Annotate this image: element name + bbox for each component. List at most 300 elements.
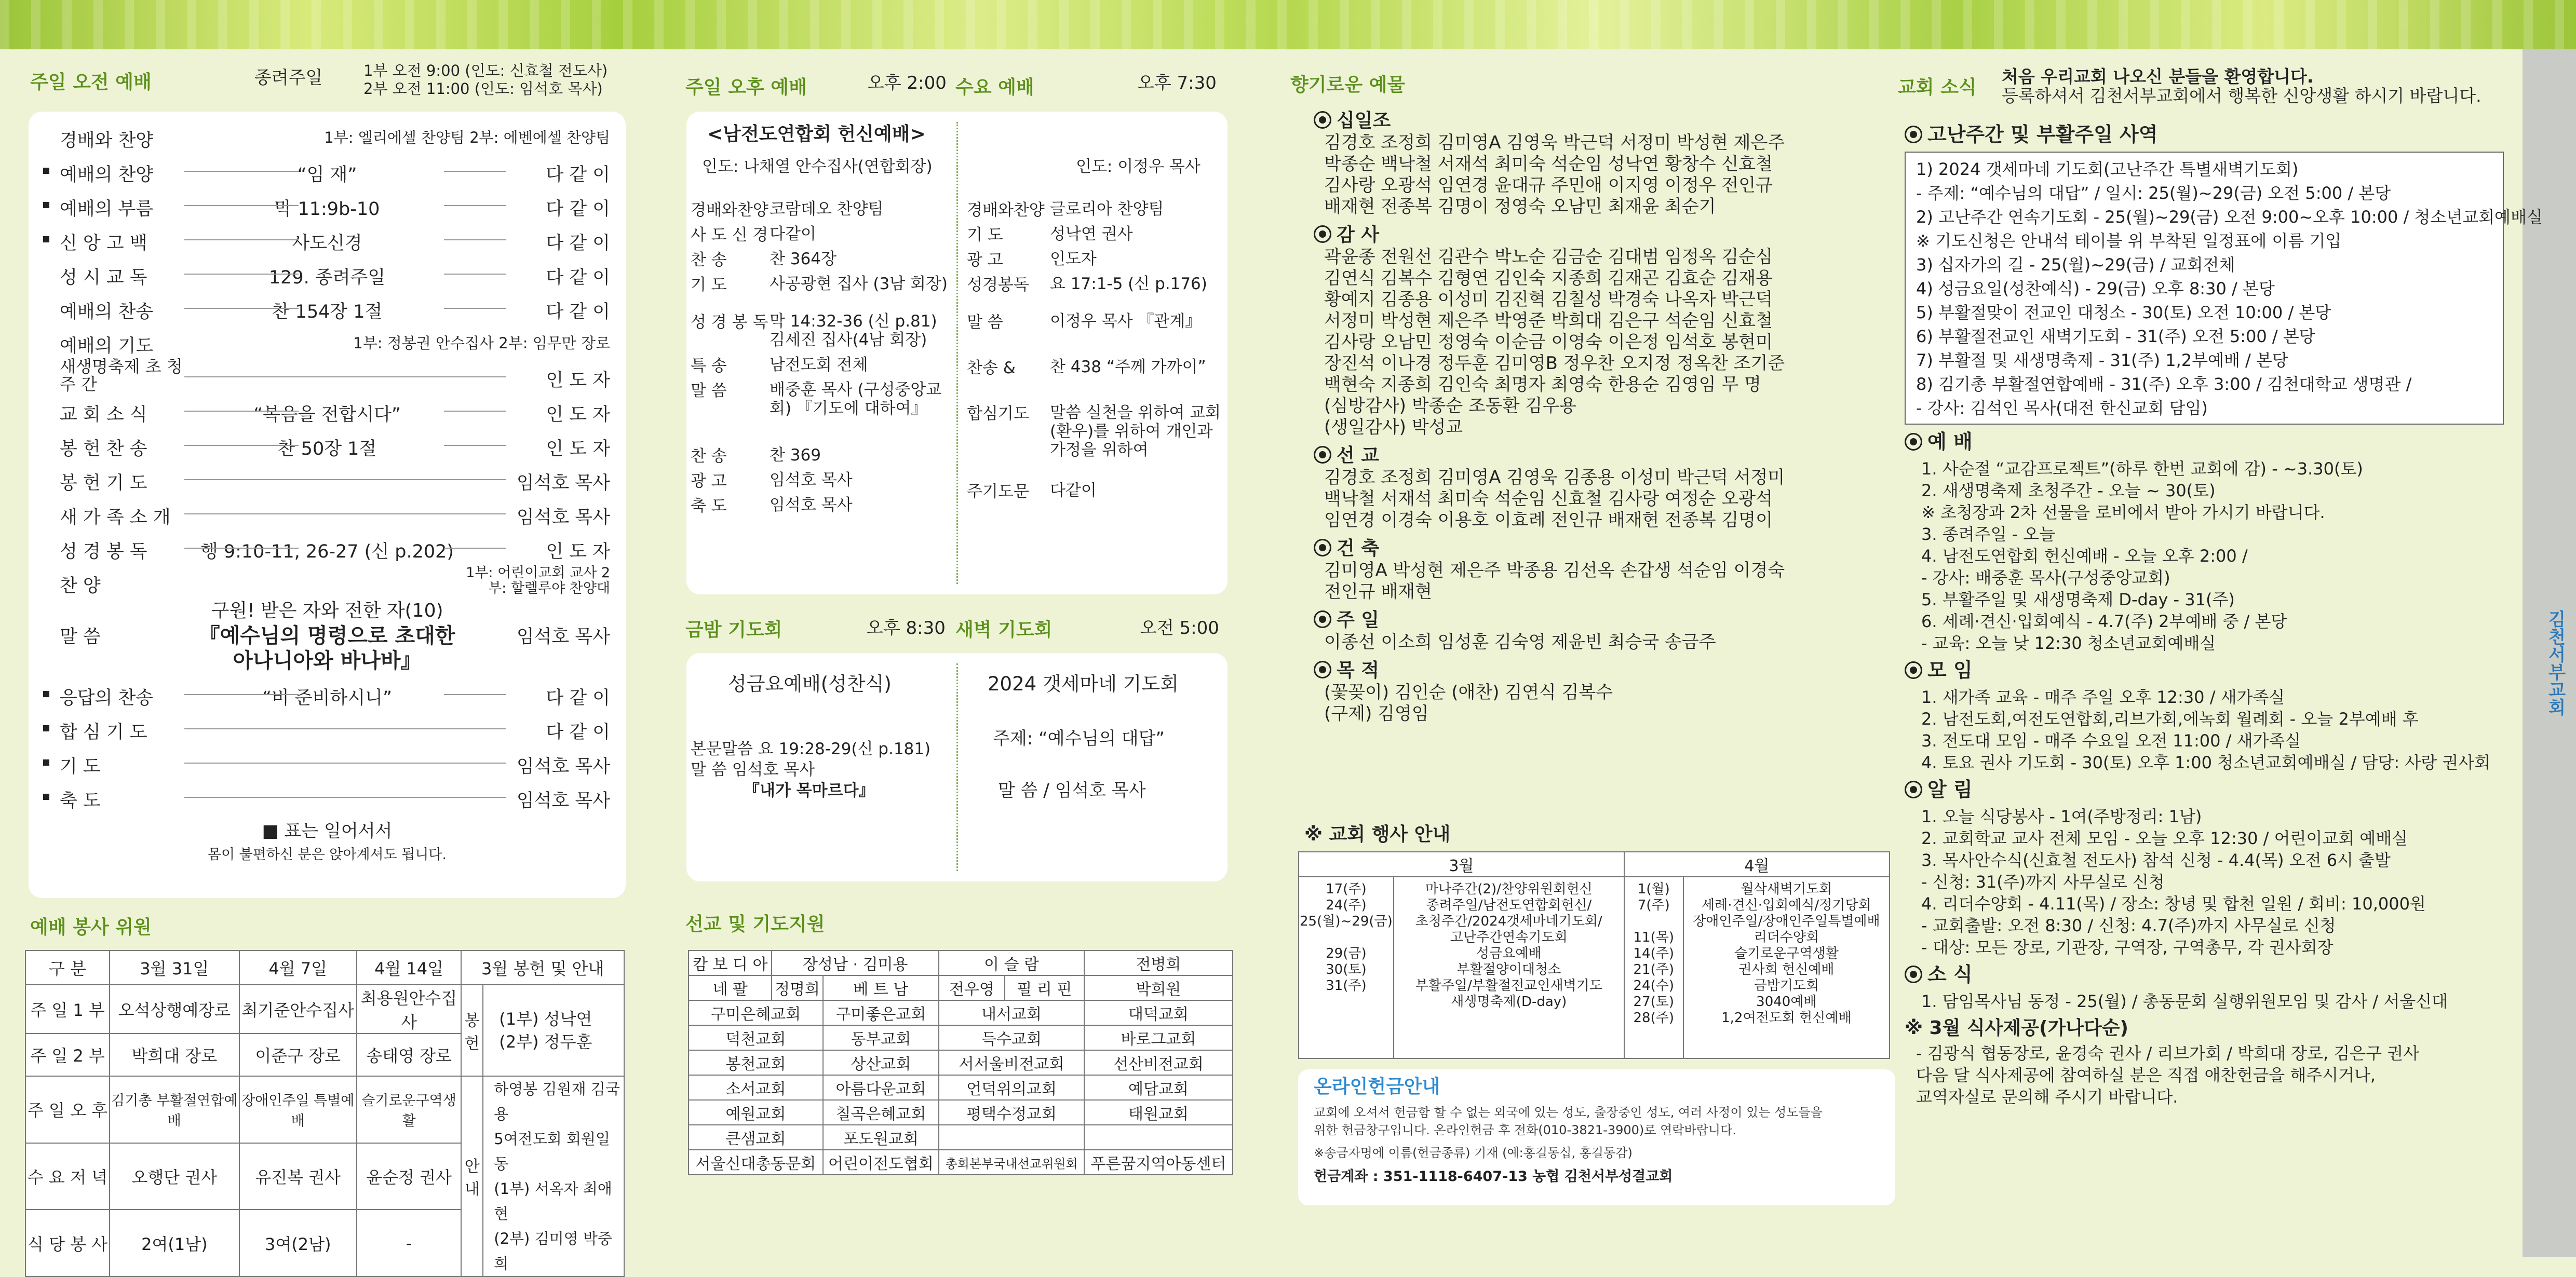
divider — [956, 122, 958, 584]
event-line: 리더수양회 — [1754, 930, 1819, 945]
offering-category-name: 십일조 — [1337, 110, 1391, 131]
offering-names: 임연경 이경숙 이용호 이효례 전인규 배재현 전종복 김명이 — [1324, 510, 1773, 531]
order-leader-line — [184, 171, 299, 172]
order-content: 막 11:9b-10 — [274, 199, 380, 220]
church-cell — [1084, 1125, 1233, 1150]
event-line: 권사회 헌신예배 — [1738, 962, 1835, 977]
order-row — [29, 121, 626, 155]
event-line: 마나주간(2)/찬양위원회헌신 — [1425, 881, 1593, 897]
right-item-value: 글로리아 찬양팀 — [1050, 200, 1164, 219]
worship-section-line: 5. 부활주일 및 새생명축제 D-day - 31(주) — [1921, 590, 2235, 609]
dawn-line-2: 말 씀 / 임석호 목사 — [998, 780, 1146, 801]
order-leader-line — [184, 274, 299, 275]
left-item-value: 임석호 목사 — [770, 471, 853, 490]
offering-names: 백현숙 지종희 김인숙 최명자 최영숙 한용순 김영임 무 명 — [1324, 374, 1761, 395]
worship-section-line: - 교육: 오늘 낮 12:30 청소년교회예배실 — [1921, 633, 2216, 653]
order-label: 봉 헌 찬 송 — [60, 439, 147, 459]
offering-category-name: 목 적 — [1337, 660, 1380, 681]
service-volunteers-title: 예배 봉사 위원 — [30, 917, 152, 938]
order-leader-line — [444, 694, 506, 695]
order-content: 찬 154장 1절 — [272, 302, 383, 322]
easter-line: 4) 성금요일(성찬예식) - 29(금) 오후 8:30 / 본당 — [1916, 279, 2275, 298]
meeting-section-line: 4. 토요 권사 기도회 - 30(토) 오후 1:00 청소년교회예배실 / 담당: 사랑 권사회 — [1921, 753, 2491, 772]
notice-section-line: - 신청: 31(주)까지 사무실로 신청 — [1921, 872, 2165, 892]
easter-line: 3) 십자가의 길 - 25(월)~29(금) / 교회전체 — [1916, 255, 2235, 275]
offering-category — [1314, 659, 1379, 682]
order-leader-line — [184, 694, 299, 695]
friday-prayer-title: 금밤 기도회 — [685, 619, 783, 641]
bullet-icon — [1314, 225, 1331, 243]
event-line: 성금요예배 — [1476, 946, 1542, 961]
right-item-value: 요 17:1-5 (신 p.176) — [1050, 275, 1207, 293]
vol-cell: 이준구 장로 — [239, 1034, 357, 1076]
offering-names: 황예지 김종용 이성미 김진혁 김칠성 박경숙 나옥자 박근덕 — [1324, 289, 1773, 310]
event-line: 17(주) — [1326, 881, 1367, 897]
right-item-label: 말 씀 — [967, 313, 1003, 332]
offering-names: 김미영A 박성현 제은주 박종용 김선옥 손갑생 석순임 이경숙 — [1324, 560, 1785, 581]
vol-head-cell: 3월 31일 — [110, 950, 239, 985]
church-cell: 대덕교회 — [1084, 1000, 1233, 1025]
church-cell: 내서교회 — [939, 1000, 1084, 1025]
online-text-1: 교회에 오셔서 헌금함 할 수 없는 외국에 있는 성도, 출장중인 성도, 여러 사정이 있는 성도들을 — [1314, 1105, 1823, 1120]
order-leader-line — [444, 548, 506, 549]
notice-section-line: - 대상: 모든 장로, 기관장, 구역장, 구역총무, 각 권사회장 — [1921, 938, 2334, 957]
mission-cell: 전병희 — [1084, 950, 1233, 975]
bullet-icon — [1314, 539, 1331, 556]
church-cell: 푸른꿈지역아동센터 — [1084, 1150, 1233, 1175]
bullet-icon — [1905, 433, 1922, 451]
offering-category-name: 건 축 — [1337, 538, 1380, 559]
left-item-label: 특 송 — [691, 357, 727, 375]
bong-list — [483, 985, 624, 1076]
events-col — [1683, 877, 1890, 1058]
order-row — [29, 155, 626, 189]
order-label: 신 앙 고 백 — [60, 233, 147, 254]
order-row — [29, 498, 626, 532]
event-line: 새생명축제(D-day) — [1451, 994, 1567, 1010]
order-leader-line — [184, 479, 506, 480]
order-row — [29, 258, 626, 292]
events-head-mar: 3월 — [1299, 852, 1624, 877]
left-item-value: 다같이 — [770, 225, 816, 243]
offering-names: (심방감사) 박종순 조동환 김우용 — [1324, 396, 1576, 416]
easter-line: 5) 부활절맞이 전교인 대청소 - 30(토) 오전 10:00 / 본당 — [1916, 303, 2331, 322]
church-cell: 태원교회 — [1084, 1100, 1233, 1125]
mission-cell: 장성남 · 김미용 — [772, 950, 939, 975]
order-leader-line — [184, 513, 506, 514]
order-leader: 인 도 자 — [546, 541, 610, 562]
vol-cell: - — [357, 1210, 462, 1276]
vol-cell: 유진복 권사 — [239, 1143, 357, 1210]
friday-line-3: 『내가 목마르다』 — [744, 781, 875, 800]
left-item-label: 성 경 봉 독 — [691, 313, 768, 332]
order-leader: 임석호 목사 — [516, 791, 610, 811]
event-line: 14(주) — [1633, 946, 1675, 961]
easter-line: ※ 기도신청은 안내석 테이블 위 부착된 일정표에 이름 기입 — [1916, 231, 2342, 251]
vol-cell: 슬기로운구역생활 — [357, 1076, 462, 1143]
meeting-section — [1905, 659, 1973, 681]
stand-marker — [43, 759, 49, 766]
right-item-label: 합심기도 — [967, 404, 1029, 423]
order-label: 교 회 소 식 — [60, 404, 147, 425]
order-row — [29, 357, 626, 395]
order-leader: 다 같 이 — [546, 199, 610, 220]
church-cell: 서울신대총동문회 — [689, 1150, 823, 1175]
order-leader: 다 같 이 — [546, 722, 610, 743]
bullet-icon — [1905, 126, 1922, 143]
easter-section — [1905, 124, 2157, 145]
mission-cell: 전우영 — [939, 975, 1005, 1000]
order-row — [29, 429, 626, 464]
wednesday-time: 오후 7:30 — [1137, 73, 1217, 93]
dawn-line-1: 주제: “예수님의 대답” — [993, 728, 1165, 749]
bullet-icon — [1314, 446, 1331, 464]
left-item-value: 남전도회 전체 — [770, 356, 868, 374]
order-label: 기 도 — [60, 756, 101, 777]
right-item-label: 주기도문 — [967, 482, 1029, 501]
friday-head: 성금요예배(성찬식) — [728, 673, 892, 695]
order-leader-line — [184, 548, 299, 549]
divider — [956, 663, 958, 871]
top-decor-band — [0, 0, 2576, 49]
easter-line: 1) 2024 갯세마네 기도회(고난주간 특별새벽기도회) — [1916, 159, 2299, 179]
order-leader-line — [184, 205, 299, 206]
order-row — [29, 464, 626, 498]
order-label: 찬 양 — [60, 576, 101, 596]
order-leader: 다 같 이 — [546, 233, 610, 254]
church-cell: 큰샘교회 — [689, 1125, 823, 1150]
offering-category — [1314, 537, 1379, 560]
church-row — [689, 1050, 1233, 1075]
easter-line: 8) 김기총 부활절연합예배 - 31(주) 오후 3:00 / 김천대학교 생명관 / — [1916, 374, 2412, 394]
bullet-icon — [1905, 781, 1922, 798]
meeting-section-line: 1. 새가족 교육 - 매주 주일 오후 12:30 / 새가족실 — [1921, 687, 2285, 707]
church-cell: 득수교회 — [939, 1025, 1084, 1050]
easter-line: 2) 고난주간 연속기도회 - 25(월)~29(금) 오전 9:00~오후 10:00 / 청소년교회예배실 — [1916, 207, 2543, 227]
church-cell: 어린이전도협회 — [823, 1150, 939, 1175]
left-item-value: 사공광현 집사 (3남 회장) — [770, 275, 948, 293]
welcome-line-1: 처음 우리교회 나오신 분들을 환영합니다. — [2002, 66, 2314, 87]
event-line: 장애인주일/장애인주일특별예배 — [1693, 914, 1880, 929]
order-label: 새생명축제 초 청 주 간 — [60, 357, 183, 394]
mission-cell: 캄 보 디 아 — [689, 950, 772, 975]
order-leader-line — [184, 308, 299, 309]
order-row — [29, 327, 626, 361]
order-row — [29, 566, 626, 601]
church-cell: 구미좋은교회 — [823, 1000, 939, 1025]
afternoon-wednesday-card — [686, 112, 1228, 594]
vol-cell: 김기총 부활절연합예배 — [110, 1076, 239, 1143]
offering-category-name: 감 사 — [1337, 224, 1380, 246]
offerings-list — [1288, 109, 1906, 836]
order-label: 응답의 찬송 — [60, 688, 154, 709]
friday-line-1: 본문말씀 요 19:28-29(신 p.181) — [691, 740, 931, 758]
order-label: 합 심 기 도 — [60, 722, 147, 743]
order-leader-line — [184, 239, 299, 240]
church-cell: 칠곡은혜교회 — [823, 1100, 939, 1125]
vol-cell: 윤순정 권사 — [357, 1143, 462, 1210]
offering-names: 전인규 배재현 — [1324, 581, 1432, 602]
bullet-icon — [1314, 610, 1331, 628]
church-cell: 예원교회 — [689, 1100, 823, 1125]
offering-names: 곽윤종 전원선 김관수 박노순 김금순 김대범 임정옥 김순심 — [1324, 247, 1773, 267]
easter-line: 6) 부활절전교인 새벽기도회 - 31(주) 오전 5:00 / 본당 — [1916, 327, 2315, 346]
vol-head-cell: 3월 봉헌 및 안내 — [461, 950, 624, 985]
meeting-section-line: 3. 전도대 모임 - 매주 수요일 오전 11:00 / 새가족실 — [1921, 731, 2301, 751]
volunteers-grid — [25, 950, 625, 1277]
church-row — [689, 1100, 1233, 1125]
meal-section-title: ※ 3월 식사제공(가나다순) — [1905, 1017, 2129, 1039]
offering-names: 김경호 조정희 김미영A 김영욱 김종용 이성미 박근덕 서정미 — [1324, 467, 1785, 488]
offering-category-name: 주 일 — [1337, 609, 1380, 631]
order-leader: 인 도 자 — [546, 404, 610, 425]
offering-names: 박종순 백낙철 서재석 최미숙 석순임 성낙연 황창수 신효철 — [1324, 154, 1773, 174]
meal-line: 교역자실로 문의해 주시기 바랍니다. — [1916, 1087, 2178, 1107]
order-label: 성 경 봉 독 — [60, 541, 147, 562]
church-cell: 평택수정교회 — [939, 1100, 1084, 1125]
sermon-title-2: 아나니아와 바나바』 — [233, 649, 422, 673]
mission-cell: 정명희 — [772, 975, 822, 1000]
church-cell: 포도원교회 — [823, 1125, 939, 1150]
stand-note-sub: 몸이 불편하신 분은 앉아계셔도 됩니다. — [207, 847, 447, 863]
event-line: 슬기로운구역생활 — [1734, 946, 1839, 961]
mission-cell: 베 트 남 — [823, 975, 939, 1000]
dawn-head: 2024 갯세마네 기도회 — [988, 673, 1179, 695]
right-spine — [2523, 49, 2576, 1257]
mission-grid — [688, 950, 1233, 1175]
church-cell — [939, 1125, 1084, 1150]
offering-account: 헌금계좌 : 351-1118-6407-13 농협 김천서부성결교회 — [1314, 1169, 1673, 1185]
order-leader: 1부: 엘리에셀 찬양팀 2부: 에벤에셀 찬양팀 — [324, 129, 610, 146]
event-line: 24(수) — [1633, 978, 1675, 994]
right-item-label: 기 도 — [967, 226, 1003, 244]
left-item-value: 찬 364장 — [770, 250, 837, 268]
notice-section-line: - 교회출발: 오전 8:30 / 신청: 4.7(주)까지 사무실로 신청 — [1921, 916, 2336, 935]
church-cell: 소서교회 — [689, 1075, 823, 1100]
worship-section-line: - 강사: 배중훈 목사(구성중앙교회) — [1921, 568, 2170, 588]
stand-marker — [43, 794, 49, 800]
order-leader-line — [444, 274, 506, 275]
order-row — [29, 532, 626, 566]
events-col — [1299, 877, 1394, 1058]
vol-cell: 송태영 장로 — [357, 1034, 462, 1076]
bullet-icon — [1314, 111, 1331, 129]
bullet-icon — [1905, 966, 1922, 983]
left-item-label: 광 고 — [691, 472, 727, 491]
offering-category-name: 선 교 — [1337, 445, 1380, 466]
worship-section-text: 예 배 — [1927, 430, 1973, 453]
offering-names: 백낙철 서재석 최미숙 석순임 신효철 김사랑 여정순 오광석 — [1324, 488, 1773, 509]
meal-line: - 김광식 협동장로, 윤경숙 권사 / 리브가회 / 박희대 장로, 김은구 권사 — [1916, 1043, 2420, 1063]
church-news-content — [1900, 114, 2543, 1246]
event-line: 25(월)~29(금) — [1300, 914, 1393, 929]
afternoon-worship-title: 주일 오후 예배 — [685, 77, 807, 98]
worship-section-line: 4. 남전도연합회 헌신예배 - 오늘 오후 2:00 / — [1921, 546, 2248, 566]
event-line: 부활절양이대청소 — [1456, 962, 1561, 977]
church-cell: 바로그교회 — [1084, 1025, 1233, 1050]
left-item-value: 막 14:32-36 (신 p.81) 김세진 집사(4남 회장) — [770, 312, 937, 349]
vol-head-row — [25, 950, 624, 985]
left-item-label: 말 씀 — [691, 382, 727, 400]
bong-label: 봉 헌 — [461, 985, 483, 1076]
an-item: 하영봉 김원재 김국용 — [494, 1080, 620, 1123]
event-line: 1(월) — [1637, 881, 1670, 897]
order-row — [29, 224, 626, 258]
notice-section-line: 2. 교회학교 교사 전체 모임 - 오늘 오후 12:30 / 어린이교회 예배실 — [1921, 828, 2408, 848]
event-line: 29(금) — [1326, 946, 1367, 961]
event-line: 금밤기도회 — [1754, 978, 1819, 994]
easter-section-text: 고난주간 및 부활주일 사역 — [1927, 123, 2158, 146]
easter-box — [1905, 152, 2543, 425]
events-col — [1394, 877, 1624, 1058]
easter-line: - 주제: “예수님의 대답” / 일시: 25(월)~29(금) 오전 5:00 / 본당 — [1916, 183, 2391, 203]
order-label: 예배의 부름 — [60, 199, 154, 220]
order-label: 새 가 족 소 개 — [60, 507, 171, 528]
order-leader-line — [184, 728, 506, 729]
sermon-preacher: 임석호 목사 — [516, 627, 610, 647]
order-content: 사도신경 — [292, 233, 362, 254]
an-label: 안 내 — [461, 1076, 483, 1276]
mission-cell: 네 팔 — [689, 975, 772, 1000]
events-title: ※ 교회 행사 안내 — [1304, 824, 1451, 845]
order-leader: 다 같 이 — [546, 267, 610, 288]
friday-line-2: 말 씀 임석호 목사 — [691, 760, 815, 779]
sermon-series: 구원! 받은 자와 전한 자(10) — [211, 600, 443, 621]
left-item-label: 기 도 — [691, 276, 727, 294]
meeting-section-line: 2. 남전도회,여전도연합회,리브가회,에녹회 월례회 - 오늘 2부예배 후 — [1921, 709, 2419, 729]
order-content: 행 9:10-11, 26-27 (신 p.202) — [200, 541, 454, 562]
church-cell: 총회본부국내선교위원회 — [939, 1150, 1084, 1175]
event-line: 월삭새벽기도회 — [1741, 881, 1832, 897]
church-cell: 예담교회 — [1084, 1075, 1233, 1100]
order-row — [29, 292, 626, 327]
bullet-icon — [1905, 661, 1922, 679]
offering-names: 김사랑 오남민 정영숙 이순금 이영숙 이은정 임석호 봉현미 — [1324, 332, 1773, 352]
vol-cell: 최용원안수집사 — [357, 985, 462, 1034]
service-time-1: 1부 오전 9:00 (인도: 신효철 전도사) — [363, 62, 608, 79]
mission-support-title: 선교 및 기도지원 — [685, 914, 825, 935]
right-item-value: 인도자 — [1050, 250, 1097, 268]
left-item-label: 사 도 신 경 — [691, 226, 768, 244]
stand-marker — [43, 725, 49, 731]
order-content: “복음을 전합시다” — [253, 404, 401, 425]
right-item-label: 찬송 & — [967, 359, 1016, 377]
order-leader-line — [444, 239, 506, 240]
order-content: 찬 50장 1절 — [277, 439, 377, 459]
easter-line: - 강사: 김석인 목사(대전 한신교회 담임) — [1916, 398, 2208, 418]
left-head: <남전도연합회 헌신예배> — [707, 124, 926, 145]
church-news-title: 교회 소식 — [1898, 77, 1977, 98]
vol-row — [25, 1076, 624, 1143]
volunteers-table — [25, 950, 627, 1272]
right-item-value: 찬 438 “주께 가까이” — [1050, 358, 1206, 376]
offering-category — [1314, 444, 1379, 467]
order-leader-line — [444, 205, 506, 206]
vol-cell: 주 일 2 부 — [25, 1034, 110, 1076]
meal-line: 다음 달 식사제공에 참여하실 분은 직접 애찬헌금을 해주시거나, — [1916, 1065, 2376, 1085]
prayer-card — [686, 653, 1228, 881]
order-leader-line — [184, 797, 506, 798]
an-list — [483, 1076, 624, 1276]
order-content: “비 준비하시니” — [262, 688, 393, 709]
event-line: 28(주) — [1633, 1010, 1675, 1026]
mission-row — [689, 975, 1233, 1000]
vol-cell: 장애인주일 특별예배 — [239, 1076, 357, 1143]
vol-cell: 수 요 저 녁 — [25, 1143, 110, 1210]
offering-category — [1314, 223, 1379, 246]
afternoon-time: 오후 2:00 — [867, 73, 947, 93]
online-text-3: ※송금자명에 이름(헌금종류) 기재 (예:홍길동십, 홍길동감) — [1314, 1146, 1633, 1160]
event-line: 3040예배 — [1756, 994, 1817, 1010]
mission-cell: 필 리 핀 — [1005, 975, 1084, 1000]
left-item-value: 찬 369 — [770, 446, 821, 465]
online-text-2: 위한 헌금창구입니다. 온라인헌금 후 전화(010-3821-3900)로 연락바랍니다. — [1314, 1123, 1736, 1137]
order-content: “임 재” — [297, 165, 357, 185]
offering-names: 이종선 이소희 임성훈 김숙영 제윤빈 최승국 송금주 — [1324, 632, 1716, 653]
church-cell: 언덕위의교회 — [939, 1075, 1084, 1100]
right-item-label: 경배와찬양 — [967, 201, 1045, 220]
vol-cell: 식 당 봉 사 — [25, 1210, 110, 1276]
order-leader: 임석호 목사 — [516, 756, 610, 777]
order-leader: 인 도 자 — [546, 370, 610, 391]
order-leader: 다 같 이 — [546, 165, 610, 185]
news-section — [1905, 963, 1973, 985]
vol-cell: 2여(1남) — [110, 1210, 239, 1276]
order-leader: 1부: 어린이교회 교사 2부: 할렐루야 찬양대 — [466, 565, 610, 596]
right-item-value: 이정우 목사 『관계』 — [1050, 312, 1202, 331]
event-line — [1625, 914, 1682, 930]
vol-cell: 주 일 오 후 — [25, 1076, 110, 1143]
an-item: (2부) 김미영 박중희 — [494, 1230, 612, 1272]
order-row — [29, 395, 626, 429]
news-section-text: 소 식 — [1927, 963, 1973, 986]
order-leader: 다 같 이 — [546, 302, 610, 322]
events-head-apr: 4월 — [1624, 852, 1890, 877]
offering-names: (생일감사) 박성교 — [1324, 417, 1463, 438]
worship-section-line: ※ 초청장과 2차 선물을 로비에서 받아 가시기 바랍니다. — [1921, 502, 2325, 522]
stand-note: ■ 표는 일어서서 — [262, 821, 393, 841]
order-leader-line — [184, 411, 299, 412]
worship-section-line: 1. 사순절 “교감프로젝트”(하루 한번 교회에 감) - ~3.30(토) — [1921, 459, 2363, 479]
events-head — [1299, 852, 1890, 877]
church-cell: 서서울비전교회 — [939, 1050, 1084, 1075]
welcome-line-2: 등록하셔서 김천서부교회에서 행복한 신앙생활 하시기 바랍니다. — [2002, 86, 2481, 106]
notice-section-line: 1. 오늘 식당봉사 - 1여(주방정리: 1남) — [1921, 807, 2202, 826]
order-row — [29, 781, 626, 816]
worship-section-line: 6. 세례·견신·입회예식 - 4.7(주) 2부예배 중 / 본당 — [1921, 612, 2287, 631]
vol-cell: 최기준안수집사 — [239, 985, 357, 1034]
morning-order-card — [29, 112, 626, 898]
event-line — [1300, 930, 1393, 946]
right-lead: 인도: 이정우 목사 — [1076, 157, 1201, 176]
morning-worship-title: 주일 오전 예배 — [30, 72, 152, 93]
church-row — [689, 1025, 1233, 1050]
offering-category — [1314, 608, 1379, 631]
vol-cell: 3여(2남) — [239, 1210, 357, 1276]
event-line: 27(토) — [1633, 994, 1675, 1010]
offering-names: (구제) 김영임 — [1324, 703, 1429, 724]
order-row — [29, 678, 626, 713]
offering-names: 배재현 전종복 김명이 정영숙 오남민 최재윤 최순기 — [1324, 196, 1716, 217]
worship-section — [1905, 431, 1973, 453]
left-item-value: 배중훈 목사 (구성중앙교회) 『기도에 대하여』 — [770, 381, 942, 418]
notice-section-line: 3. 목사안수식(신효철 전도사) 참석 신청 - 4.4(목) 오전 6시 출발 — [1921, 850, 2391, 870]
left-lead: 인도: 나채열 안수집사(연합회장) — [702, 157, 933, 176]
order-leader-line — [444, 171, 506, 172]
right-item-label: 성경봉독 — [967, 276, 1029, 294]
online-offering-title: 온라인헌금안내 — [1314, 1076, 1440, 1097]
news-section-line: 1. 담임목사님 동정 - 25(월) / 총동문회 실행위원모임 및 감사 / 서울신대 — [1921, 991, 2448, 1011]
